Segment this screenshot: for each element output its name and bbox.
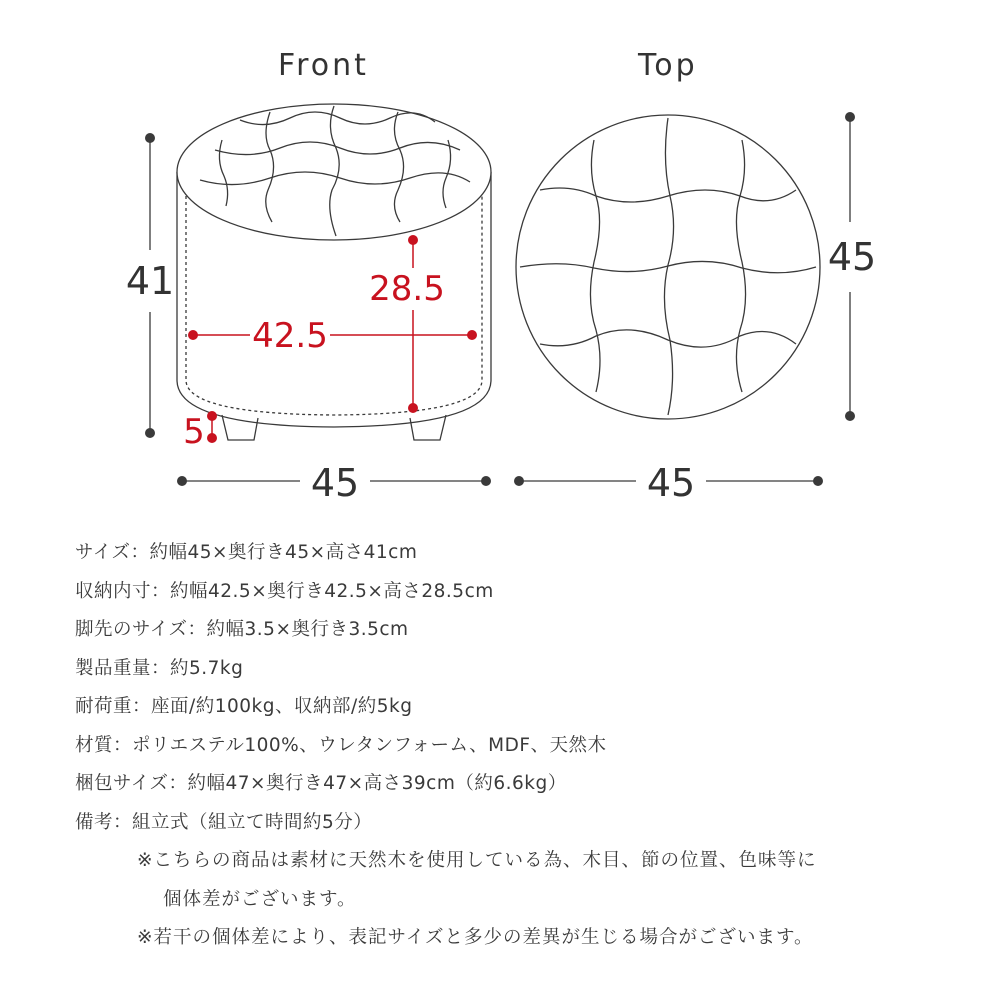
front-view-label: Front xyxy=(278,48,369,83)
inner-height-dimension xyxy=(368,235,445,413)
spec-weight: 製品重量：約5.7kg xyxy=(75,657,244,679)
spec-package-size: 梱包サイズ：約幅47×奥行き47×高さ39cm（約6.6kg） xyxy=(75,773,567,794)
top-view-label: Top xyxy=(638,48,698,83)
top-width-dimension xyxy=(514,461,823,505)
inner-height-label: 28.5 xyxy=(369,269,445,309)
spec-load-capacity: 耐荷重：座面/約100kg、収納部/約5kg xyxy=(75,696,413,717)
front-width-dimension xyxy=(177,461,491,505)
spec-leg-size: 脚先のサイズ：約幅3.5×奥行き3.5cm xyxy=(75,619,409,640)
front-width-label: 45 xyxy=(310,461,360,505)
note-natural-wood: ※こちらの商品は素材に天然木を使用している為、木目、節の位置、色味等に xyxy=(137,850,817,871)
top-depth-dimension xyxy=(828,112,876,421)
spec-material: 材質：ポリエステル100%、ウレタンフォーム、MDF、天然木 xyxy=(75,734,607,756)
top-depth-label: 45 xyxy=(827,235,877,279)
inner-width-label: 42.5 xyxy=(252,316,328,356)
note-size-variance: ※若干の個体差により、表記サイズと多少の差異が生じる場合がございます。 xyxy=(137,927,814,948)
spec-remarks: 備考：組立式（組立て時間約5分） xyxy=(75,811,373,833)
front-height-dimension xyxy=(126,133,174,438)
spec-list xyxy=(75,534,975,958)
top-ottoman-drawing xyxy=(516,115,820,419)
leg-height-dimension xyxy=(183,411,217,452)
leg-height-label: 5 xyxy=(183,412,205,452)
spec-storage-inner-size: 収納内寸：約幅42.5×奥行き42.5×高さ28.5cm xyxy=(75,580,494,602)
front-height-label: 41 xyxy=(125,259,175,303)
note-natural-wood-cont: 個体差がございます。 xyxy=(163,888,357,910)
top-width-label: 45 xyxy=(646,461,696,505)
inner-width-dimension xyxy=(188,314,477,356)
spec-size: サイズ：約幅45×奥行き45×高さ41cm xyxy=(75,542,418,563)
